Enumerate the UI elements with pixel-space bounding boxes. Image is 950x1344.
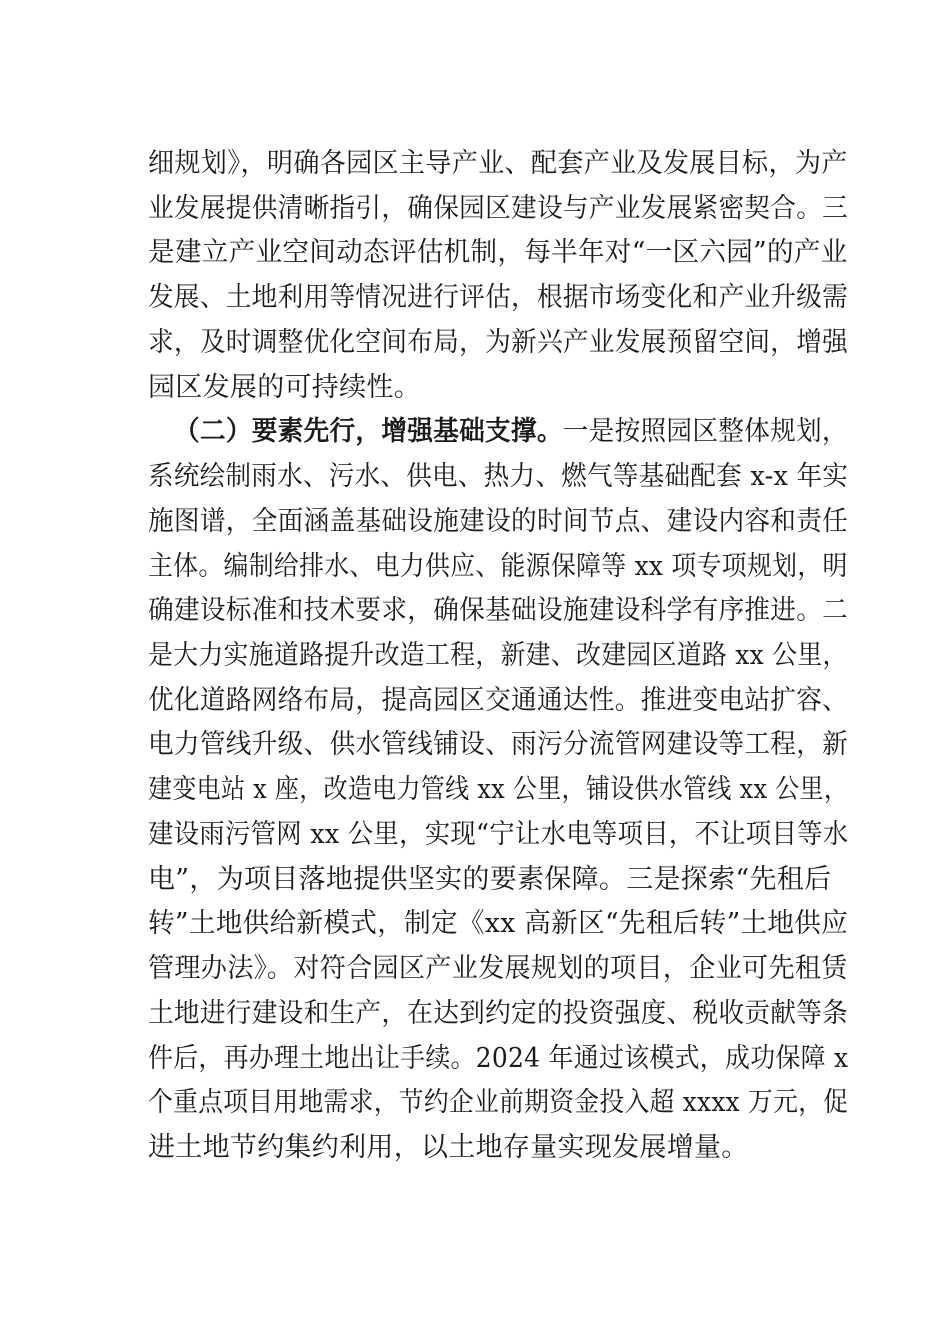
paragraph-line: 优化道路网络布局，提高园区交通通达性。推进变电站扩容、 [148,685,849,716]
paragraph-line: 业发展提供清晰指引，确保园区建设与产业发展紧密契合。三 [148,193,849,224]
paragraph-line: 确建设标准和技术要求，确保基础设施建设科学有序推进。二 [148,595,849,626]
paragraph-line: 管理办法》。对符合园区产业发展规划的项目，企业可先租赁 [148,953,848,984]
paragraph-line: 园区发展的可持续性。 [148,372,421,403]
paragraph-line: 主体。编制给排水、电力供应、能源保障等 xx 项专项规划，明 [148,551,848,582]
paragraph-line: 进土地节约集约利用，以土地存量实现发展增量。 [148,1132,749,1163]
paragraph-line: 件后，再办理土地出让手续。2024 年通过该模式，成功保障 x [148,1043,849,1074]
paragraph-line: 是建立产业空间动态评估机制，每半年对“一区六园”的产业 [148,237,848,268]
paragraph-text: 一是按照园区整体规划， [562,416,848,447]
paragraph-line: 转”土地供给新模式，制定《xx 高新区“先租后转”土地供应 [148,908,849,939]
paragraph-line: 施图谱，全面涵盖基础设施建设的时间节点、建设内容和责任 [148,506,849,537]
section-heading-line [174,414,848,450]
paragraph-line: 是大力实施道路提升改造工程，新建、改建园区道路 xx 公里， [148,640,848,671]
paragraph-line: 发展、土地利用等情况进行评估，根据市场变化和产业升级需 [148,282,849,313]
paragraph-line: 电”，为项目落地提供坚实的要素保障。三是探索“先租后 [148,864,832,895]
paragraph-line: 电力管线升级、供水管线铺设、雨污分流管网建设等工程，新 [148,729,849,760]
paragraph-line: 系统绘制雨水、污水、供电、热力、燃气等基础配套 x-x 年实 [148,461,849,492]
paragraph-line: 建变电站 x 座，改造电力管线 xx 公里，铺设供水管线 xx 公里， [148,774,849,805]
paragraph-line: 土地进行建设和生产，在达到约定的投资强度、税收贡献等条 [148,998,849,1029]
paragraph-line: 建设雨污管网 xx 公里，实现“宁让水电等项目，不让项目等水 [148,819,849,850]
paragraph-line: 细规划》，明确各园区主导产业、配套产业及发展目标，为产 [148,148,848,179]
section-heading: （二）要素先行，增强基础支撑。 [174,416,563,447]
paragraph-line: 个重点项目用地需求，节约企业前期资金投入超 xxxx 万元，促 [148,1087,849,1118]
paragraph-line: 求，及时调整优化空间布局，为新兴产业发展预留空间，增强 [148,327,849,358]
